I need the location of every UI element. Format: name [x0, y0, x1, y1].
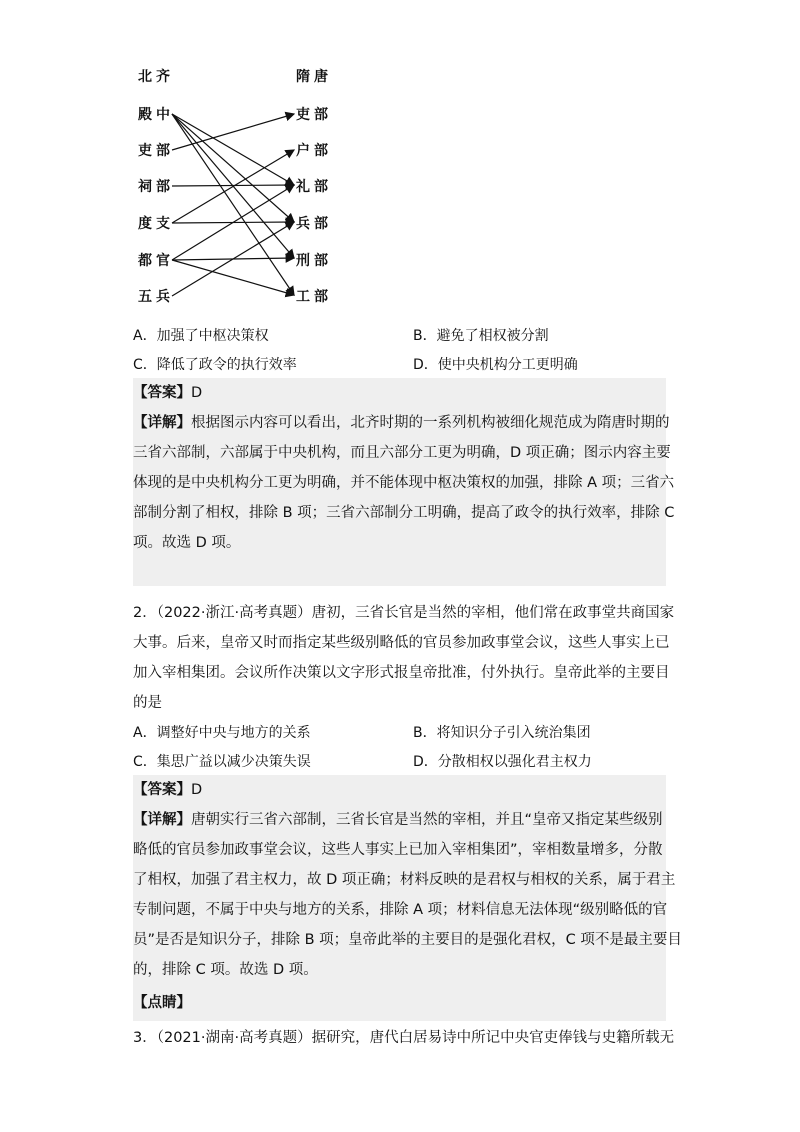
q2-stem-line: 的是	[133, 695, 162, 711]
q2-detail-line: 略低的官员参加政事堂会议，这些人事实上已加入宰相集团”，宰相数量增多，分散	[133, 842, 663, 858]
q1-detail-line: 项。故选 D 项。	[133, 535, 241, 551]
left-item: 度支	[138, 216, 174, 232]
q2-detail-line: 的，排除 C 项。故选 D 项。	[133, 962, 318, 978]
right-item: 户部	[296, 143, 332, 159]
q2-stem-line: 加入宰相集团。会议所作决策以文字形式报皇帝批准，付外执行。皇帝此举的主要目	[133, 665, 670, 681]
q1-detail-line: 体现的是中央机构分工更为明确，并不能体现中枢决策权的加强，排除 A 项；三省六	[133, 475, 675, 491]
q2-stem-line: 2．（2022·浙江·高考真题）唐初，三省长官是当然的宰相，他们常在政事堂共商国家	[133, 605, 675, 621]
right-item: 刑部	[296, 253, 332, 269]
answer-value: D	[191, 782, 203, 798]
left-item: 都官	[138, 253, 174, 269]
right-item: 礼部	[296, 179, 332, 195]
right-item: 工部	[296, 289, 332, 305]
q2-detail-line: 了相权，加强了君主权力，故 D 项正确；材料反映的是君权与相权的关系，属于君主	[133, 872, 676, 888]
answer-value: D	[191, 385, 203, 401]
q2-answer	[133, 780, 202, 800]
detail-label: 【详解】	[133, 812, 191, 828]
q1-detail-line: 三省六部制，六部属于中央机构，而且六部分工更为明确，D 项正确；图示内容主要	[133, 445, 671, 461]
left-item: 吏部	[138, 143, 174, 159]
q2-detail-line: 员”是否是知识分子，排除 B 项；皇帝此举的主要目的是强化君权，C 项不是最主要目	[133, 932, 682, 948]
answer-label: 【答案】	[133, 385, 191, 401]
q1-answer	[133, 383, 202, 403]
right-item: 吏部	[296, 107, 332, 123]
arrow-line	[172, 222, 294, 296]
mapping-arrows	[130, 58, 350, 308]
arrow-line	[172, 114, 294, 222]
answer-label: 【答案】	[133, 782, 191, 798]
q1-option-a[interactable]: A．加强了中枢决策权	[133, 328, 269, 344]
q1-detail-line: 部制分割了相权，排除 B 项；三省六部制分工明确，提高了政令的执行效率，排除 C	[133, 505, 675, 521]
right-item: 兵部	[296, 216, 332, 232]
q2-detail-line: 专制问题，不属于中央与地方的关系，排除 A 项；材料信息无法体现“级别略低的官	[133, 902, 668, 918]
q2-option-a[interactable]: A．调整好中央与地方的关系	[133, 725, 311, 741]
q1-option-d[interactable]: D．使中央机构分工更明确	[413, 357, 578, 373]
left-item: 殿中	[138, 107, 174, 123]
q2-comment-label: 【点睛】	[133, 995, 191, 1011]
q3-stem-line: 3．（2021·湖南·高考真题）据研究，唐代白居易诗中所记中央官吏俸钱与史籍所载无	[133, 1030, 675, 1046]
arrow-line	[172, 260, 294, 295]
detail-label: 【详解】	[133, 415, 191, 431]
q2-option-d[interactable]: D．分散相权以强化君主权力	[413, 754, 592, 770]
arrow-line	[172, 114, 294, 150]
arrow-line	[172, 114, 294, 295]
q1-option-c[interactable]: C．降低了政令的执行效率	[133, 357, 297, 373]
right-header: 隋唐	[296, 69, 332, 85]
arrow-line	[172, 114, 294, 185]
detail-text: 根据图示内容可以看出，北齐时期的一系列机构被细化规范成为隋唐时期的	[191, 415, 670, 431]
q2-option-b[interactable]: B．将知识分子引入统治集团	[413, 725, 591, 741]
q1-option-b[interactable]: B．避免了相权被分割	[413, 328, 549, 344]
q2-stem-line: 大事。后来，皇帝又时而指定某些级别略低的官员参加政事堂会议，这些人事实上已	[133, 635, 670, 651]
left-item: 祠部	[138, 179, 174, 195]
q2-detail-line	[133, 810, 663, 830]
q1-detail-line	[133, 413, 670, 433]
q2-option-c[interactable]: C．集思广益以减少决策失误	[133, 754, 311, 770]
left-header: 北齐	[138, 69, 174, 85]
detail-text: 唐朝实行三省六部制，三省长官是当然的宰相，并且“皇帝又指定某些级别	[191, 812, 663, 828]
institution-mapping-diagram	[130, 58, 350, 308]
left-item: 五兵	[138, 289, 174, 305]
arrow-line	[172, 150, 294, 223]
